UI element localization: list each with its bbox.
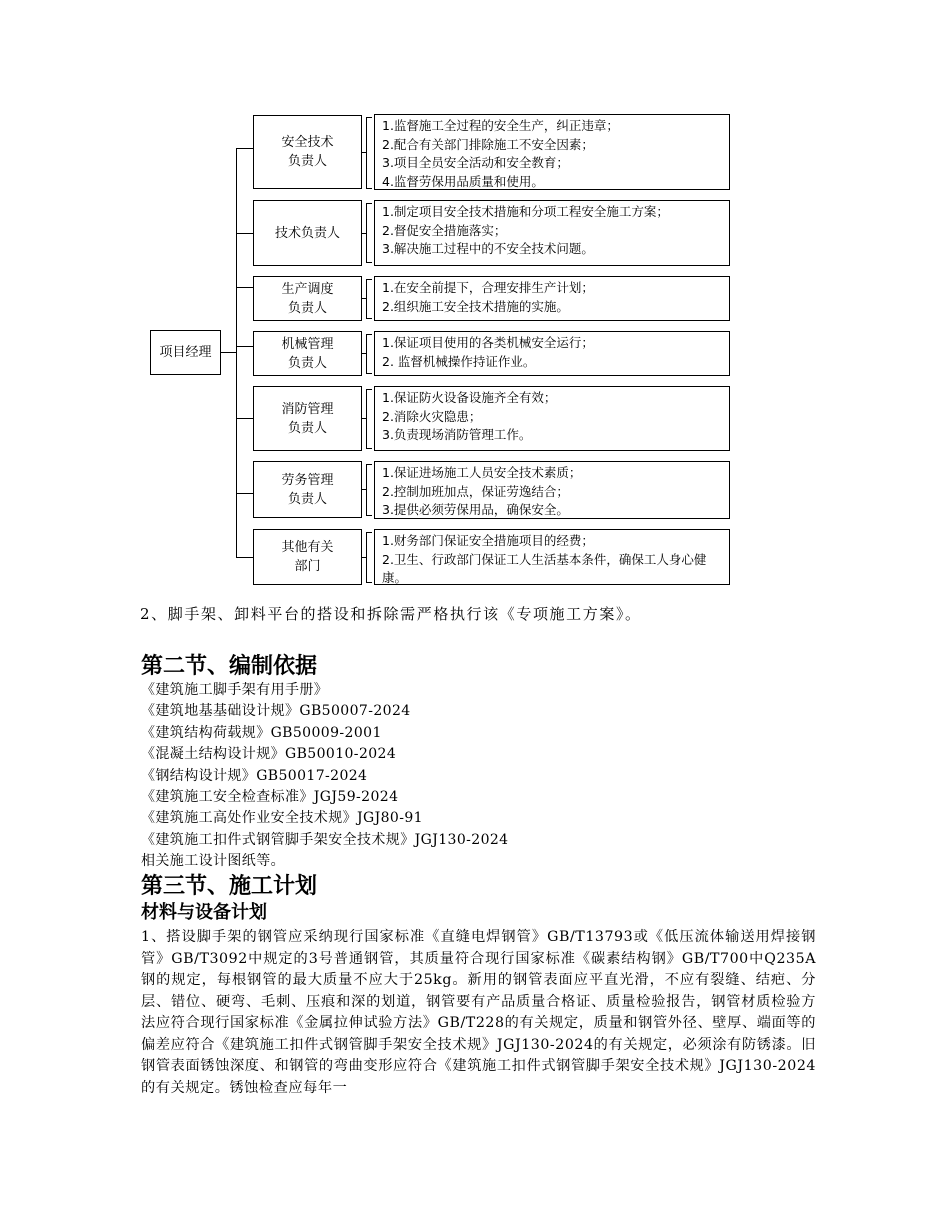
reference-item: 《建筑施工脚手架有用手册》 bbox=[141, 682, 329, 698]
reference-item: 相关施工设计图纸等。 bbox=[141, 853, 285, 870]
reference-item: 《钢结构设计规》GB50017-2024 bbox=[141, 767, 368, 784]
duty-brace bbox=[366, 334, 372, 374]
role-label: 其他有关 部门 bbox=[281, 540, 334, 574]
duty-item: 2.配合有关部门排除施工不安全因素； bbox=[382, 136, 594, 152]
duty-brace bbox=[366, 203, 372, 263]
role-label: 生产调度 负责人 bbox=[281, 281, 334, 316]
duty-box-production bbox=[374, 276, 730, 321]
duty-brace bbox=[366, 532, 372, 583]
duty-item: 1.在安全前提下，合理安排生产计划； bbox=[382, 280, 594, 295]
duty-box-labor bbox=[374, 461, 730, 519]
branch-connector bbox=[236, 557, 253, 558]
role-box-labor bbox=[253, 461, 362, 518]
reference-item: 《建筑施工扣件式钢管脚手架安全技术规》JGJ130-2024 bbox=[141, 831, 509, 848]
branch-connector bbox=[236, 493, 253, 494]
duty-item: 2. 监督机械操作持证作业。 bbox=[382, 353, 536, 369]
materials-paragraph: 1、搭设脚手架的钢管应采纳现行国家标准《直缝电焊钢管》GB/T13793或《低压流体输送用焊接钢管》GB/T3092中规定的3号普通钢管，其质量符合现行国家标准《碳素结构钢》GB/T700中Q235A钢的规定，每根钢管的最大质量不应大于25kg。新用的钢管表面应平直光滑，不应有裂缝、结疤、分层、错位、硬弯、毛刺、压痕和深的划道，钢管要有产品质量合格证、质量检验报告，钢管材质检验方法应符合现行国家标准《金属拉伸试验方法》GB/T228的有关规定，质量和钢管外径、壁厚、端面等的偏差应符合《建筑施工扣件式钢管脚手架安全技术规》JGJ130-2024的有关规定，必须涂有防锈漆。旧钢管表面锈蚀深度、和钢管的弯曲变形应符合《建筑施工扣件式钢管脚手架安全技术规》JGJ130-2024的有关规定。锈蚀检查应每年一 bbox=[141, 929, 816, 1096]
org-chart bbox=[0, 0, 950, 600]
duty-box-fire bbox=[374, 386, 730, 451]
branch-connector bbox=[236, 233, 253, 234]
role-box-production bbox=[253, 276, 362, 321]
duty-box-other bbox=[374, 529, 730, 585]
reference-item: 《混凝土结构设计规》GB50010-2024 bbox=[141, 746, 397, 763]
duty-box-machinery bbox=[374, 331, 730, 376]
duty-item: 2.督促安全措施落实； bbox=[382, 222, 507, 238]
role-label: 劳务管理 负责人 bbox=[281, 472, 334, 507]
duty-item: 1.保证防火设备设施齐全有效； bbox=[382, 390, 557, 405]
duty-item: 4.监督劳保用品质量和使用。 bbox=[382, 173, 544, 189]
role-label: 机械管理 负责人 bbox=[281, 336, 334, 371]
duty-item: 2.控制加班加点，保证劳逸结合； bbox=[382, 483, 569, 499]
branch-connector bbox=[236, 287, 253, 288]
branch-connector bbox=[236, 418, 253, 419]
role-label: 技术负责人 bbox=[274, 225, 340, 241]
duty-item: 1.监督施工全过程的安全生产，纠正违章； bbox=[382, 118, 619, 133]
duty-brace bbox=[366, 279, 372, 319]
role-label: 消防管理 负责人 bbox=[281, 401, 334, 436]
org-root-box bbox=[150, 330, 221, 375]
reference-item: 《建筑施工高处作业安全技术规》JGJ80-91 bbox=[141, 810, 423, 827]
section3-title: 第三节、施工计划 bbox=[141, 874, 318, 899]
branch-connector bbox=[236, 346, 253, 347]
duty-item: 2.卫生、行政部门保证工人生活基本条件，确保工人身心健康。 bbox=[382, 551, 707, 585]
section3-subtitle: 材料与设备计划 bbox=[141, 902, 267, 923]
org-root-label: 项目经理 bbox=[159, 345, 212, 360]
duty-item: 2.组织施工安全技术措施的实施。 bbox=[382, 298, 569, 314]
role-box-safety-tech bbox=[253, 115, 362, 189]
duty-brace bbox=[366, 464, 372, 516]
reference-list bbox=[141, 680, 509, 873]
role-box-machinery bbox=[253, 331, 362, 376]
duty-item: 1.保证进场施工人员安全技术素质； bbox=[382, 465, 582, 480]
root-connector bbox=[221, 352, 236, 353]
duty-item: 2.消除火灾隐患； bbox=[382, 408, 482, 424]
reference-item: 《建筑结构荷载规》GB50009-2001 bbox=[141, 724, 382, 741]
role-box-fire bbox=[253, 386, 362, 451]
duty-item: 3.提供必须劳保用品，确保安全。 bbox=[382, 502, 569, 517]
duty-item: 1.保证项目使用的各类机械安全运行； bbox=[382, 335, 594, 350]
section2-title: 第二节、编制依据 bbox=[141, 654, 318, 679]
scaffold-note: 2、脚手架、卸料平台的搭设和拆除需严格执行该《专项施工方案》。 bbox=[140, 605, 642, 623]
trunk-line bbox=[236, 148, 237, 557]
duty-box-tech bbox=[374, 200, 730, 266]
reference-item: 《建筑施工安全检查标准》JGJ59-2024 bbox=[141, 789, 399, 806]
branch-connector bbox=[236, 148, 253, 149]
duty-item: 1.财务部门保证安全措施项目的经费； bbox=[382, 533, 594, 548]
reference-item: 《建筑地基基础设计规》GB50007-2024 bbox=[141, 703, 411, 720]
duty-item: 3.项目全员安全活动和安全教育； bbox=[382, 155, 569, 170]
duty-brace bbox=[366, 389, 372, 449]
role-label: 安全技术 负责人 bbox=[281, 135, 334, 169]
duty-item: 3.负责现场消防管理工作。 bbox=[382, 427, 532, 442]
duty-item: 1.制定项目安全技术措施和分项工程安全施工方案； bbox=[382, 204, 669, 219]
duty-brace bbox=[366, 117, 372, 189]
duty-box-safety-tech bbox=[374, 114, 730, 190]
duty-item: 3.解决施工过程中的不安全技术问题。 bbox=[382, 241, 594, 256]
role-box-tech bbox=[253, 200, 362, 266]
role-box-other bbox=[253, 529, 362, 585]
